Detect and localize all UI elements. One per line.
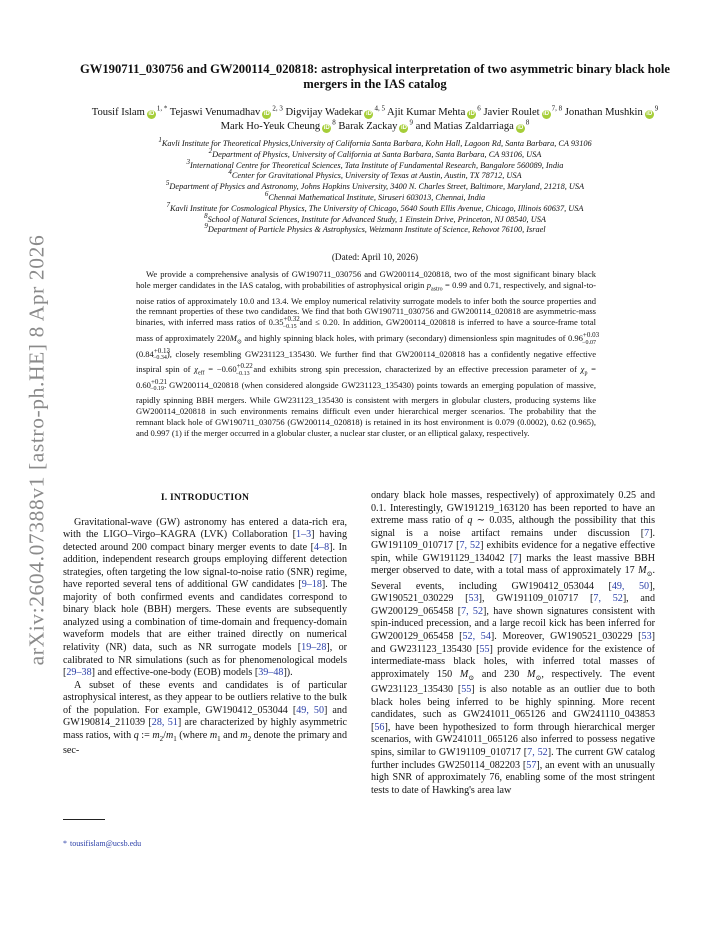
author-name: Tousif Islam $iD^{1, *}$ [91, 104, 168, 118]
author-affiliation-marker: 9 [409, 118, 413, 127]
author-name: Digvijay Wadekar iD$^{4, 5}$ [285, 104, 385, 118]
affiliation-line: $^3$International Centre for Theoretical Sciences, Tata Institute of Fundamental Research, Bangalore 560089, India [186, 157, 564, 170]
citation-link[interactable]: 55 [479, 643, 490, 655]
orcid-icon[interactable]: iD [323, 125, 330, 131]
affiliation-line: $^8$School of Natural Sciences, Institute for Advanced Study, 1 Einstein Drive, Princeton, NJ 08540, USA [204, 211, 546, 224]
citation-link[interactable]: 1–3 [296, 529, 312, 541]
citation-link[interactable]: 7, 52 [593, 593, 623, 605]
citation-link[interactable]: 7 [513, 552, 519, 564]
affiliation-line: $^1$Kavli Institute for Theoretical Physics,University of California Santa Barbara, Kohn Hall, Lagoon Rd, Santa Barbara, CA 93106 [158, 136, 592, 148]
left-column [63, 490, 347, 758]
author-name: Jonathan Mushkin $iD^9$ [564, 104, 659, 118]
orcid-icon[interactable]: iD [646, 111, 653, 117]
orcid-icon[interactable]: iD [400, 125, 407, 131]
right-column [371, 490, 655, 797]
orcid-icon[interactable]: iD [148, 111, 155, 117]
affiliation-line: $^9$Department of Particle Physics & Astrophysics, Weizmann Institute of Science, Rehovot 76100, Israel [204, 222, 546, 235]
orcid-icon[interactable]: iD [517, 125, 524, 131]
citation-link[interactable]: 28, 51 [151, 717, 178, 729]
author-affiliation-marker: 9 [654, 104, 659, 113]
author-name: Mark Ho-Yeuk Cheung $iD^8$ [220, 118, 336, 132]
intro-paragraph-2: A subset of these events and candidates is of particular astrophysical interest, as they appear to be outliers relative to the bulk of the population. For example, GW190412_053044 [49, 50] and GW190814_211039 [28, 51] are characterized by highly asymmetric mass ratios, with q := $m_2/m_1$ (where $m_1$ and $m_2$ denote the primary and sec- [63, 679, 348, 757]
intro-paragraph-1: Gravitational-wave (GW) astronomy has entered a data-rich era, with the LIGO–Virgo–KAGRA (LVK) Collaboration [1–3] having detected around 200 compact binary merger events to date [4–8]. In addition, independent research groups employing different detection strategies, often targeting the low signal-to-noise ratio (SNR) regime, have reported several tens of additional GW candidates [9–18]. The majority of both confirmed events and candidates correspond to binary black hole (BBH) mergers. These events are subsequently analyzed using a combination of time-domain and frequency-domain waveform models that are either trained directly on numerical relativity (NR) data, such as NR surrogate models [19–28], or calibrated to NR simulations (such as for phenomenological models [29–38] and effective-one-body (EOB) models [39–48]). [63, 516, 347, 679]
dated-line: (Dated: April 10, 2026) [331, 252, 419, 262]
email-link[interactable]: tousifislam@ucsb.edu [70, 839, 142, 848]
orcid-icon[interactable]: iD [365, 111, 372, 117]
author-affiliation-marker: 6 [477, 104, 481, 113]
author-name: Matias Zaldarriaga $iD^8$ [433, 118, 530, 132]
citation-link[interactable]: 7, 52 [459, 540, 481, 552]
citation-link[interactable]: 57 [526, 759, 537, 771]
affiliation-line: $^5$Department of Physics and Astronomy, Johns Hopkins University, 3400 N. Charles Street, Baltimore, Maryland, 21218, USA [165, 179, 585, 192]
citation-link[interactable]: 29–38 [66, 667, 92, 679]
affiliation-list [70, 136, 680, 236]
affiliation-line: $^7$Kavli Institute for Cosmological Physics, The University of Chicago, 5640 South Ellis Avenue, Chicago, Illinois 60637, USA [166, 201, 584, 213]
paper-title: GW190711_030756 and GW200114_020818: astrophysical interpretation of two asymmetric binary black hole mergers in the IAS catalog [79, 62, 671, 91]
author-name: Ajit Kumar Mehta $iD^6$ [387, 104, 481, 118]
footnote-rule [63, 819, 105, 820]
corresponding-author-footnote: * tousifislam@ucsb.edu [63, 839, 142, 848]
abstract: We provide a comprehensive analysis of GW190711_030756 and GW200114_020818, two of the most significant binary black hole merger candidates in the IAS catalog, with probabilities of astrophysical origin $p_{astro} = 0.99$ and 0.71, respectively, and signal-to-noise ratios of approximately 10.0 and 13.4. We employ numerical relativity surrogate models to infer both the source properties and the remnant properties of these two candidates. We find that both GW190711_030756 and GW200114_020818 are asymmetric-mass binaries, with inferred mass ratios of $0.35^{+0.32}_{-0.15}$ and ≤ 0.20. In addition, GW200114_020818 is inferred to have a source-frame total mass of approximately $220M_⊙$ and highly spinning black holes, with primary (secondary) dimensionless spin magnitudes of $0.96^{+0.03}_{-0.07}$ $(0.84^{+0.13}_{-0.34})$, closely resembling GW231123_135430. We further find that GW200114_020818 has a confidently negative effective inspiral spin of $\chi_{eff} = -0.60^{+0.22}_{-0.13}$ and exhibits strong spin precession, characterized by an effective precession parameter of $\chi_p = 0.60^{+0.21}_{-0.19}$. GW200114_020818 (when considered alongside GW231123_135430) points towards an emerging population of massive, rapidly spinning BBH mergers. While GW231123_135430 is consistent with mergers in globular clusters, producing systems like GW200114_020818 in such environments remains difficult even under hierarchical merger scenarios. The probability that the remnant black hole of GW190711_030756 (GW200114_020818) is retained in its host environment is 0.079 (0.0002), 0.62 (0.965), and 0.997 (1) if the merger occurred in a globular cluster, a nuclear star cluster, or an elliptical galaxy, respectively. [136, 269, 600, 439]
author-affiliation-marker: 4, 5 [374, 104, 385, 113]
citation-link[interactable]: 49, 50 [296, 704, 325, 716]
citation-link[interactable]: 4–8 [313, 541, 330, 553]
citation-link[interactable]: 49, 50 [611, 580, 650, 592]
citation-link[interactable]: 7 [644, 527, 650, 539]
citation-link[interactable]: 52, 54 [462, 631, 491, 643]
orcid-icon[interactable]: iD [468, 111, 475, 117]
affiliation-line: $^2$Department of Physics, University of California at Santa Barbara, Santa Barbara, CA 93106, USA [208, 147, 542, 159]
author-affiliation-marker: 8 [525, 118, 530, 127]
author-list: Tousif Islam $iD^{1, *}$ Tejaswi Venumadhav iD$^{2, 3}$ Digvijay Wadekar iD$^{4, 5}$ Ajit Kumar Mehta $iD^6$ Javier Roulet iD$^{7, 8}$ Jonathan Mushkin $iD^9$ Mark Ho-Yeuk Cheung $iD^8$ Barak Zackay $iD^9$ and Matias Zaldarriaga $iD^8$ [91, 104, 659, 132]
citation-link[interactable]: 19–28 [301, 642, 327, 654]
author-name: Javier Roulet iD$^{7, 8}$ [483, 104, 563, 118]
author-affiliation-marker: 7, 8 [551, 104, 563, 113]
orcid-icon[interactable]: iD [263, 111, 270, 117]
arxiv-sidebar-stamp [22, 230, 52, 670]
citation-link[interactable]: 55 [461, 684, 472, 696]
author-affiliation-marker: 8 [332, 118, 336, 127]
citation-link[interactable]: 39–48 [258, 667, 284, 679]
author-affiliation-marker: 1, * [156, 104, 168, 113]
citation-link[interactable]: 9–18 [301, 579, 322, 591]
arxiv-identifier: arXiv:2604.07388v1 [astro-ph.HE] 8 Apr 2026 [24, 234, 49, 666]
citation-link[interactable]: 56 [374, 721, 385, 733]
citation-link[interactable]: 53 [468, 593, 479, 605]
intro-paragraph-2-continued: ondary black hole masses, respectively) of approximately 0.25 and 0.1. Interestingly, GW191219_163120 has been reported to have an extreme mass ratio of q ∼ 0.035, although the possibility that this signal is a noise artifact remains under discussion [7]. GW191109_010717 [7, 52] exhibits evidence for a negative effective spin, while GW191129_134042 [7] marks the least massive BBH merger observed to date, with a total mass of approximately 17 $M_⊙$. Several events, including GW190412_053044 [49, 50], GW190521_030229 [53], GW191109_010717 [7, 52], and GW200129_065458 [7, 52], have shown signatures consistent with spin-induced precession, and a large recoil kick has been inferred for GW200129_065458 [52, 54]. Moreover, GW190521_030229 [53] and GW231123_135430 [55] provide evidence for the existence of intermediate-mass black holes, with inferred total masses of approximately 150 $M_⊙$ and 230 $M_⊙$, respectively. The event GW231123_135430 [55] is also notable as an outlier due to both black holes being inferred to be highly spinning. More recent candidates, such as GW241011_065126 and GW241110_043853 [56], have been hypothesized to form through hierarchical merger scenarios, with GW241011_065126 also inferred to possess negative spins, similar to GW191109_010717 [7, 52]. The current GW catalog further includes GW250114_082203 [57], an event with an unusually high SNR of approximately 76, enabling some of the most stringent tests to date of Hawking's area law [371, 490, 656, 796]
author-name: Tejaswi Venumadhav iD$^{2, 3}$ [169, 104, 283, 118]
orcid-icon[interactable]: iD [543, 111, 550, 117]
author-affiliation-marker: 2, 3 [272, 104, 283, 113]
affiliation-line: $^6$Chennai Mathematical Institute, Siruseri 603013, Chennai, India [264, 190, 486, 202]
author-name: Barak Zackay $iD^9$ [338, 118, 413, 132]
affiliation-line: $^4$Center for Gravitational Physics, University of Texas at Austin, Austin, TX 78712, USA [228, 168, 522, 181]
citation-link[interactable]: 7, 52 [461, 605, 484, 617]
citation-link[interactable]: 53 [641, 631, 652, 643]
section-heading: I. INTRODUCTION [160, 492, 250, 503]
citation-link[interactable]: 7, 52 [527, 746, 548, 758]
